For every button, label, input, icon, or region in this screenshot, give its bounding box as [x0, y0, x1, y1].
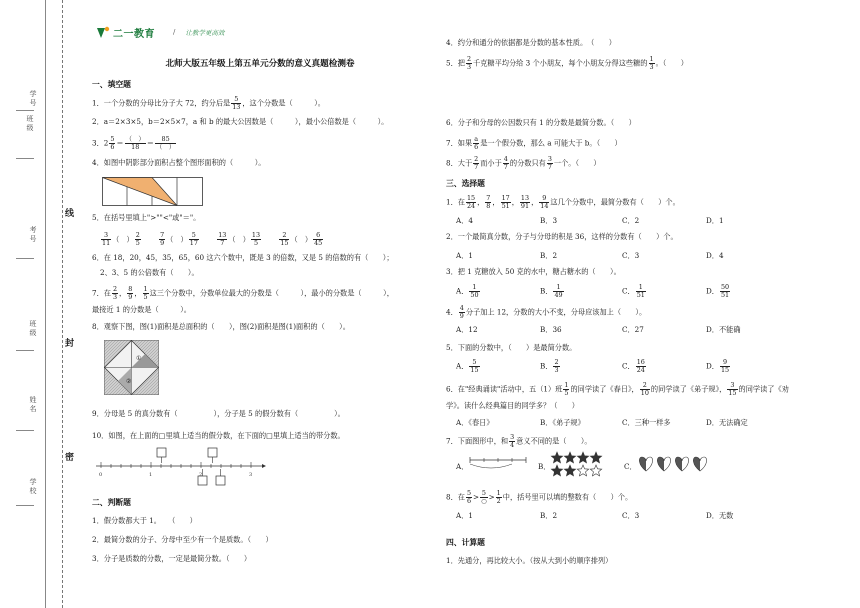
judge-q3: 3．分子是质数的分数，一定是最简分数。（ ）: [92, 554, 252, 563]
hearts-figure: [636, 455, 716, 475]
denominator: 45: [314, 239, 323, 247]
text: 1．一个分数的分母比分子大 72，约分后是: [92, 98, 231, 108]
denominator: 4: [510, 441, 515, 449]
numerator: 5: [231, 96, 241, 104]
fill-q2: 2．a＝2×3×5，b＝2×5×7，a 和 b 的最大公因数是（ ），最小公倍数是（ ）。: [92, 117, 389, 126]
binding-tick: [16, 430, 34, 431]
choice-option[interactable]: C．2: [622, 216, 640, 225]
numerator: 5: [466, 489, 472, 497]
numerator: 1: [496, 489, 501, 497]
fill-q9: 9．分母是 5 的真分数有（ ），分子是 5 的假分数有（ ）。: [92, 409, 345, 418]
judge-q7: [446, 136, 622, 151]
tick-label-3: 3: [249, 472, 253, 478]
binding-label: 班级: [29, 320, 37, 337]
heart-icon: [675, 457, 688, 471]
denominator: 50: [470, 291, 479, 299]
tick-label-2: 2: [199, 472, 203, 478]
text: >: [473, 492, 480, 502]
denominator: 10: [640, 389, 649, 397]
binding-tick: [16, 505, 34, 506]
judge-q6: 6．分子和分母的公因数只有 1 的分数是最简分数。（ ）: [446, 118, 636, 127]
denominator: ○: [481, 497, 487, 505]
denominator: 13: [232, 103, 241, 111]
binding-line: [45, 0, 46, 608]
text: 7．在: [92, 288, 111, 298]
text: 5．把: [446, 58, 465, 68]
choice-option[interactable]: C．: [624, 462, 637, 471]
tick-label-0: 0: [99, 472, 103, 478]
denominator: 6: [474, 143, 479, 151]
denominator: 15: [470, 366, 479, 374]
numerator: 3: [547, 155, 552, 163]
denominator: 9: [459, 312, 464, 320]
denominator: 9: [160, 239, 165, 247]
numerator: （ ）: [125, 135, 145, 143]
text: 8．大于: [446, 158, 473, 168]
choice-option[interactable]: D．不能确: [706, 325, 741, 334]
fill-q10: 10．如图，在上面的□里填上适当的假分数，在下面的□里填上适当的带分数。: [92, 431, 345, 440]
numerator: 13: [520, 194, 530, 202]
choice-option[interactable]: D．无数: [706, 511, 734, 520]
denominator: 49: [554, 291, 563, 299]
denominator: 91: [520, 202, 530, 210]
choice-option[interactable]: A．4: [456, 216, 473, 225]
binding-label: 学校: [29, 478, 37, 495]
choice-option[interactable]: B．3: [540, 216, 558, 225]
judge-q5: [446, 56, 688, 71]
fill-q5-pairs: [100, 232, 324, 247]
denominator: 15: [728, 389, 737, 397]
fill-q4: 4．如图中阴影部分面积占整个图形面积的（ ）。: [92, 158, 266, 167]
option-label: B．: [540, 361, 553, 371]
text: 分子加上 12，分数的大小不变，分母应该加上（ ）。: [465, 307, 647, 317]
choice-option[interactable]: A．1: [456, 511, 473, 520]
star-empty-icon: [577, 465, 588, 476]
section-judge-heading: 二、判断题: [92, 498, 131, 507]
choice-option[interactable]: A．12: [456, 325, 478, 334]
fill-q6: 6．在 18，20，45，35，65，60 这六个数中，既是 3 的倍数，又是 5 的倍数的有（ ）；: [92, 253, 394, 262]
numerator: 1: [469, 284, 479, 292]
text: 一个。（ ）: [553, 158, 601, 168]
text: 7．下面图形中，和: [446, 436, 509, 446]
text: 这三个分数中，分数单位最大的分数是（ ），最小的分数是（ ），: [149, 288, 394, 298]
numerator: 6: [313, 232, 323, 240]
numerator: 4: [459, 304, 464, 312]
numerator: 3: [101, 232, 111, 240]
section-calc-heading: 四、计算题: [446, 538, 485, 547]
choice-option[interactable]: A．1: [456, 251, 473, 260]
fill-q5: 5．在括号里填上">""<"或"＝"。: [92, 213, 201, 222]
fraction: [155, 136, 176, 151]
fill-q7-cont: 最接近 1 的分数是（ ）。: [92, 305, 191, 314]
text: 3．2: [92, 138, 109, 148]
option-label: C．: [622, 286, 635, 296]
heart-icon: [693, 457, 706, 471]
choice-option[interactable]: [622, 284, 647, 299]
denominator: 3: [554, 366, 559, 374]
numerator: 13: [218, 231, 227, 239]
denominator: 14: [540, 202, 549, 210]
star-filled-icon: [577, 452, 588, 463]
choice-option[interactable]: C．27: [622, 325, 644, 334]
judge-q4: 4．约分和通分的依据都是分数的基本性质。 （ ）: [446, 38, 616, 47]
numerator: 15: [466, 194, 476, 202]
numerator: 1: [553, 284, 563, 292]
text: 的分数只有: [509, 158, 546, 168]
choice-option[interactable]: B．《弟子规》: [540, 418, 585, 427]
denominator: 24: [466, 202, 476, 210]
binding-tick: [16, 158, 34, 159]
numerator: 5: [469, 359, 479, 367]
star-filled-icon: [564, 452, 575, 463]
choice-option[interactable]: [706, 359, 731, 374]
text: 8．在: [446, 492, 465, 502]
star-filled-icon: [564, 465, 575, 476]
option-label: D．: [706, 361, 719, 371]
text: 而小于: [480, 158, 502, 168]
option-label: B．: [540, 286, 553, 296]
tick-label-1: 1: [149, 472, 153, 478]
text: 。（ ）: [655, 58, 688, 68]
denominator: 6: [466, 497, 472, 505]
choice-option[interactable]: D．4: [706, 251, 724, 260]
text: 千克糖平均分给 3 个小朋友，每个小朋友分得这些糖的: [473, 58, 648, 68]
numerator: 2: [112, 285, 118, 293]
brand-slogan: 让教学更高效: [185, 28, 225, 37]
star-empty-icon: [590, 465, 601, 476]
option-label: D．: [706, 286, 719, 296]
numerator: 2: [554, 358, 559, 366]
text: 1．在: [446, 197, 465, 207]
numerator: 13: [251, 231, 261, 239]
brand-logo-icon: [96, 25, 110, 39]
segment-figure: [468, 452, 530, 476]
choice-option[interactable]: B．: [538, 462, 551, 471]
numerator: 16: [636, 358, 645, 366]
fraction: [125, 136, 146, 151]
text: >: [488, 492, 495, 502]
denominator: 51: [636, 291, 645, 299]
fill-q3: [92, 136, 177, 151]
denominator: 3: [649, 63, 654, 71]
calc-q1: 1．先通分，再比较大小。（按从大到小的顺序排列）: [446, 556, 613, 565]
denominator: 51: [501, 202, 510, 210]
denominator: 2: [496, 497, 501, 505]
numerator: 9: [539, 195, 549, 203]
denominator: 6: [110, 143, 115, 151]
binding-label: 考号: [29, 226, 37, 243]
binding-label-text: 班级: [26, 115, 34, 132]
numerator: 7: [486, 194, 491, 202]
choice-q3: 3．把 1 克糖放入 50 克的水中，糖占糖水的（ ）。: [446, 267, 621, 276]
numerator: 2: [135, 231, 140, 239]
heart-icon: [639, 457, 652, 471]
choice-q1: 1．在 $\frac{15}{24}$ ， $\frac{7}{8}$ ， $\frac{17}{51}$ ， $\frac{13}{91}$ ， $\frac{9}{14}$ 这几个分数中，最简分数有（ ）个。: [446, 194, 680, 210]
numerator: 1: [143, 285, 148, 293]
numerator: 1: [649, 55, 654, 63]
choice-option[interactable]: B．2: [540, 511, 558, 520]
star-filled-icon: [551, 452, 562, 463]
fill-q6-cont: 2、3、5 的公倍数有（ ）。: [100, 268, 199, 277]
brand-name: 二一教育: [113, 28, 155, 40]
choice-option[interactable]: A．: [456, 462, 469, 471]
binding-label: [24, 115, 36, 133]
choice-option[interactable]: C．3: [622, 251, 640, 260]
denominator: 5: [253, 239, 259, 247]
binding-tick: [16, 258, 34, 259]
denominator: 3: [466, 63, 472, 71]
choice-option[interactable]: B．36: [540, 325, 562, 334]
choice-option[interactable]: [706, 284, 731, 299]
shaded-rectangle-figure: [102, 177, 206, 207]
numerator: 1: [564, 381, 569, 389]
text: 的同学读了《春日》，: [570, 384, 639, 394]
numerator: a: [474, 135, 479, 143]
square-tangram-figure: [104, 340, 160, 396]
judge-q2: 2．最简分数的分子、分母中至少有一个是质数。（ ）: [92, 535, 273, 544]
number-line-figure: [96, 446, 266, 490]
choice-option[interactable]: C．3: [622, 511, 640, 520]
denominator: 51: [720, 291, 730, 299]
numerator: 85: [155, 136, 176, 144]
choice-option[interactable]: B．2: [540, 251, 558, 260]
text: ＝: [146, 138, 154, 148]
option-label: A．: [456, 286, 469, 296]
choice-option[interactable]: [456, 284, 481, 299]
choice-option[interactable]: [540, 359, 561, 374]
fill-q8: 8．观察下图，图(1)面积是总面积的（ ），图(2)面积是图(1)面积的（ ）。: [92, 322, 350, 331]
numerator: 17: [501, 194, 510, 202]
denominator: 7: [547, 163, 552, 171]
text: 6．在"经典诵读"活动中，五（1）班: [446, 384, 563, 394]
choice-q5: 5．下面的分数中，（ ）是最简分数。: [446, 343, 577, 352]
brand-header: [96, 24, 224, 40]
stars-figure: [550, 452, 606, 478]
numerator: 50: [720, 283, 730, 291]
star-filled-icon: [590, 452, 601, 463]
figure-label-1: ①: [136, 355, 142, 362]
figure-label-2: ②: [126, 378, 132, 385]
numerator: 1: [636, 284, 646, 292]
choice-q4: [446, 305, 646, 320]
binding-tick: [16, 350, 34, 351]
binding-seal-char: 线: [65, 209, 75, 219]
numerator: 8: [128, 285, 133, 293]
text: 7．如果: [446, 138, 473, 148]
denominator: 9: [128, 293, 133, 301]
text: 这几个分数中，最简分数有（ ）个。: [550, 197, 680, 207]
brand-separator: /: [173, 28, 176, 36]
choice-q8: [446, 490, 632, 505]
denominator: 7: [474, 163, 479, 171]
choice-option[interactable]: [456, 359, 481, 374]
numerator: 7: [160, 231, 165, 239]
numerator: 2: [640, 382, 650, 390]
denominator: 7: [503, 163, 508, 171]
numerator: 2: [466, 55, 472, 63]
choice-q6: [446, 382, 789, 397]
choice-option[interactable]: [540, 284, 565, 299]
compare-pair: $\frac{13}{7}$ （ ） $\frac{13}{5}$: [218, 231, 261, 247]
star-filled-icon: [551, 465, 562, 476]
denominator: 15: [280, 239, 289, 247]
numerator: 3: [727, 382, 737, 390]
choice-option[interactable]: C．三种一样多: [622, 418, 671, 427]
text: 是一个假分数，那么 a 可能大于 b。（ ）: [480, 138, 622, 148]
text: 意义不同的是（ ）。: [516, 436, 592, 446]
binding-label: 学号: [29, 90, 37, 107]
denominator: 5: [135, 239, 140, 247]
denominator: 5: [143, 293, 148, 301]
option-label: A．: [456, 361, 469, 371]
text: 的同学读了《劝: [738, 384, 789, 394]
binding-strip: [0, 0, 80, 608]
denominator: 18: [131, 143, 140, 151]
denominator: 8: [486, 202, 491, 210]
section-choice-heading: 三、选择题: [446, 179, 485, 188]
choice-q2: 2．一个最简真分数，分子与分母的积是 36，这样的分数有（ ）个。: [446, 232, 678, 241]
compare-pair: $\frac{2}{15}$ （ ） $\frac{6}{45}$: [280, 231, 323, 247]
numerator: 5: [481, 489, 486, 497]
numerator: 3: [510, 433, 515, 441]
binding-seal-char: 封: [65, 339, 75, 349]
numerator: 5: [110, 135, 115, 143]
text: 4．: [446, 307, 458, 317]
numerator: 4: [503, 155, 508, 163]
numerator: 2: [279, 232, 289, 240]
fill-q1: [92, 96, 325, 111]
text: 的同学读了《弟子规》，: [650, 384, 727, 394]
denominator: 24: [636, 366, 645, 374]
judge-q8: [446, 156, 601, 171]
fraction: [109, 136, 115, 151]
compare-pair: $\frac{3}{11}$ （ ） $\frac{2}{5}$: [102, 231, 140, 247]
compare-pair: $\frac{7}{9}$ （ ） $\frac{5}{17}$: [160, 231, 198, 247]
choice-q6-cont: 学》。读什么经典篇目的同学多？（ ）: [446, 401, 579, 410]
denominator: 5: [564, 389, 569, 397]
denominator: 7: [220, 239, 225, 247]
heart-icon: [657, 457, 670, 471]
choice-q7: [446, 434, 592, 449]
denominator: 3: [112, 293, 118, 301]
numerator: 5: [189, 232, 199, 240]
judge-q1: 1．假分数都大于 1。 （ ）: [92, 516, 197, 525]
fill-q7: 7．在 $\frac{2}{3}$ ， $\frac{8}{9}$ ， $\frac{1}{5}$ 这三个分数中，分数单位最大的分数是（ ），最小的分数是（ ），: [92, 285, 394, 301]
text: ，这个分数是（ ）。: [242, 98, 325, 108]
numerator: 2: [474, 155, 479, 163]
section-fill-heading: 一、填空题: [92, 80, 131, 89]
denominator: 15: [720, 366, 730, 374]
numerator: 9: [720, 359, 730, 367]
option-label: C．: [622, 361, 635, 371]
binding-seal-char: 密: [65, 453, 75, 463]
choice-option[interactable]: D．无法确定: [706, 418, 748, 427]
denominator: 17: [189, 239, 198, 247]
text: 中，括号里可以填的整数有（ ）个。: [502, 492, 633, 502]
binding-dash-line: [62, 0, 63, 608]
fraction: [231, 96, 241, 111]
denominator: （ ）: [156, 143, 176, 151]
binding-tick: [16, 110, 34, 111]
page-title: 北师大版五年级上第五单元分数的意义真题检测卷: [165, 59, 355, 69]
choice-option[interactable]: [622, 359, 647, 374]
choice-option[interactable]: A．《春日》: [456, 418, 494, 427]
choice-option[interactable]: D．1: [706, 216, 724, 225]
text: ＝: [116, 138, 124, 148]
binding-label: 姓名: [29, 396, 37, 413]
denominator: 11: [102, 239, 111, 247]
